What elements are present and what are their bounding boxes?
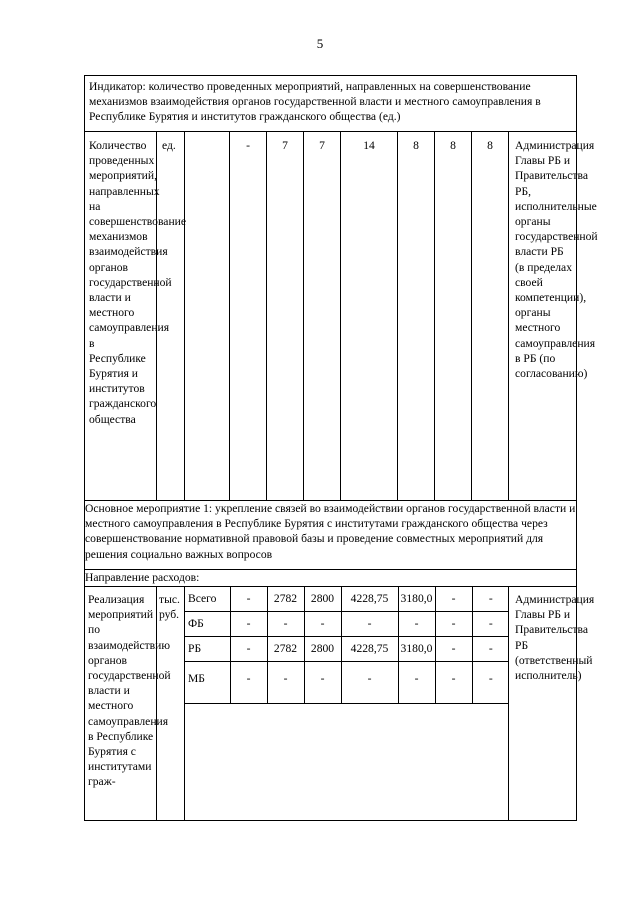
indicator-value: 8 [472, 132, 509, 501]
funding-value: - [398, 662, 435, 704]
indicator-value: - [230, 132, 267, 501]
funding-value: 2800 [304, 637, 341, 662]
funding-row [185, 662, 509, 704]
expense-direction-row [85, 570, 577, 587]
funding-source: ФБ [185, 612, 230, 637]
funding-value: - [435, 637, 472, 662]
event-executor: Администрация Главы РБ и Правительства РБ (ответственный исполнитель) [509, 587, 577, 821]
funding-value: - [435, 662, 472, 704]
funding-source: РБ [185, 637, 230, 662]
funding-value: 3180,0 [398, 637, 435, 662]
funding-value: 4228,75 [341, 637, 398, 662]
indicator-value: 14 [341, 132, 398, 501]
funding-value: - [341, 662, 398, 704]
page-number: 5 [316, 36, 324, 51]
indicator-unit: ед. [157, 132, 185, 501]
indicator-value: 7 [304, 132, 341, 501]
funding-value: - [472, 662, 509, 704]
funding-row [185, 637, 509, 662]
funding-value: - [472, 587, 509, 612]
funding-value: 2800 [304, 587, 341, 612]
funding-value: - [230, 587, 267, 612]
indicator-value: 8 [398, 132, 435, 501]
funding-value: - [472, 612, 509, 637]
funding-source: Всего [185, 587, 230, 612]
event-name: Реализация мероприятий по взаимодействию органов государственной власти и местного самоуправления в Республике Бурятия с институтами граж- [85, 587, 157, 821]
indicator-executor: Администрация Главы РБ и Правительства РБ, исполнительные органы государственной власти РБ (в пределах своей компетенции), органы местного самоуправления в РБ (по согласованию) [509, 132, 577, 501]
funding-value: - [267, 662, 304, 704]
funding-value: 3180,0 [398, 587, 435, 612]
funding-table [185, 587, 509, 704]
funding-value: - [472, 637, 509, 662]
funding-source: МБ [185, 662, 230, 704]
funding-value: - [230, 662, 267, 704]
funding-row [185, 612, 509, 637]
indicator-text: Индикатор: количество проведенных мероприятий, направленных на совершенствование механизмов взаимодействия органов государственной власти и местного самоуправления в Республике Бурятия и институтов гражданского общества (ед.) [85, 76, 577, 132]
main-event-text: Основное мероприятие 1: укрепление связей во взаимодействии органов государственной власти и местного самоуправления в Республике Бурятия с институтами гражданского общества через совершенствование нормативной правовой базы и проведение совместных мероприятий для решения социально важных вопросов [85, 501, 577, 570]
funding-value: - [267, 612, 304, 637]
indicator-header-row [85, 76, 577, 132]
program-table [84, 75, 598, 821]
funding-value: - [341, 612, 398, 637]
event-row [85, 587, 577, 821]
funding-row [185, 587, 509, 612]
funding-value: - [435, 587, 472, 612]
expense-direction-text: Направление расходов: [85, 570, 577, 587]
main-event-row [85, 501, 577, 570]
funding-value: - [230, 612, 267, 637]
funding-value: - [304, 662, 341, 704]
funding-cell [185, 587, 509, 821]
indicator-value: 7 [267, 132, 304, 501]
indicator-value: 8 [435, 132, 472, 501]
funding-value: - [230, 637, 267, 662]
indicator-row [85, 132, 577, 501]
funding-value: 2782 [267, 587, 304, 612]
event-unit: тыс. руб. [157, 587, 185, 821]
indicator-value [185, 132, 230, 501]
funding-value: - [398, 612, 435, 637]
funding-value: 4228,75 [341, 587, 398, 612]
funding-value: 2782 [267, 637, 304, 662]
funding-value: - [435, 612, 472, 637]
funding-value: - [304, 612, 341, 637]
indicator-name: Количество проведенных мероприятий, направленных на совершенствование механизмов взаимодействия органов государственной власти и местного самоуправления в Республике Бурятия и институтов гражданского общества [85, 132, 157, 501]
